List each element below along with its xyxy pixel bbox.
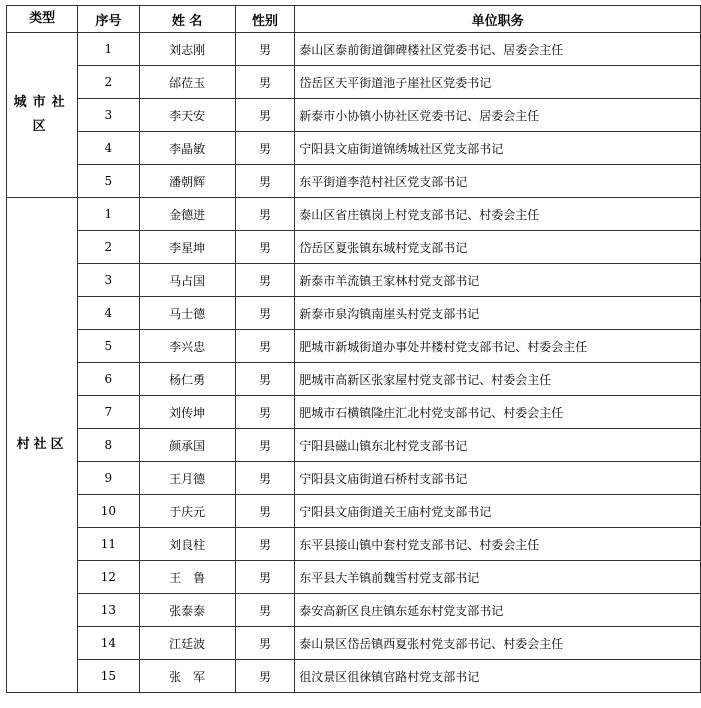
header-no: 序号 [78, 6, 139, 33]
name-cell: 李天安 [139, 99, 235, 132]
gender-cell: 男 [235, 363, 294, 396]
row-number-cell: 3 [78, 264, 139, 297]
name-cell: 李晶敏 [139, 132, 235, 165]
row-number-cell: 1 [78, 198, 139, 231]
position-cell: 岱岳区天平街道池子崖社区党委书记 [295, 66, 701, 99]
position-cell: 新泰市羊流镇王家林村党支部书记 [295, 264, 701, 297]
gender-cell: 男 [235, 495, 294, 528]
roster-table [6, 5, 701, 693]
row-number-cell: 10 [78, 495, 139, 528]
gender-cell: 男 [235, 429, 294, 462]
gender-cell: 男 [235, 231, 294, 264]
position-cell: 东平县接山镇中套村党支部书记、村委会主任 [295, 528, 701, 561]
row-number-cell: 12 [78, 561, 139, 594]
gender-cell: 男 [235, 264, 294, 297]
name-cell: 马占国 [139, 264, 235, 297]
row-number-cell: 4 [78, 132, 139, 165]
row-number-cell: 5 [78, 165, 139, 198]
header-type: 类型 [7, 6, 78, 33]
category-cell: 城市社区 [7, 33, 78, 198]
position-cell: 泰山景区岱岳镇西夏张村党支部书记、村委会主任 [295, 627, 701, 660]
name-cell: 李星坤 [139, 231, 235, 264]
table-row [7, 198, 701, 231]
row-number-cell: 2 [78, 66, 139, 99]
name-cell: 刘良柱 [139, 528, 235, 561]
gender-cell: 男 [235, 627, 294, 660]
table-row [7, 594, 701, 627]
gender-cell: 男 [235, 33, 294, 66]
row-number-cell: 9 [78, 462, 139, 495]
gender-cell: 男 [235, 594, 294, 627]
table-row [7, 264, 701, 297]
table-row [7, 396, 701, 429]
position-cell: 徂汶景区徂徕镇官路村党支部书记 [295, 660, 701, 693]
gender-cell: 男 [235, 132, 294, 165]
position-cell: 东平街道李范村社区党支部书记 [295, 165, 701, 198]
position-cell: 新泰市小协镇小协社区党委书记、居委会主任 [295, 99, 701, 132]
table-row [7, 429, 701, 462]
position-cell: 新泰市泉沟镇南崖头村党支部书记 [295, 297, 701, 330]
table-row [7, 561, 701, 594]
position-cell: 肥城市石横镇隆庄汇北村党支部书记、村委会主任 [295, 396, 701, 429]
gender-cell: 男 [235, 99, 294, 132]
table-row [7, 99, 701, 132]
gender-cell: 男 [235, 198, 294, 231]
name-cell: 马士德 [139, 297, 235, 330]
gender-cell: 男 [235, 330, 294, 363]
gender-cell: 男 [235, 297, 294, 330]
row-number-cell: 13 [78, 594, 139, 627]
category-cell: 村社区 [7, 198, 78, 693]
table-row [7, 363, 701, 396]
row-number-cell: 6 [78, 363, 139, 396]
name-cell: 刘传坤 [139, 396, 235, 429]
position-cell: 岱岳区夏张镇东城村党支部书记 [295, 231, 701, 264]
name-cell: 潘朝辉 [139, 165, 235, 198]
name-cell: 王 鲁 [139, 561, 235, 594]
row-number-cell: 1 [78, 33, 139, 66]
header-row [7, 6, 701, 33]
row-number-cell: 8 [78, 429, 139, 462]
position-cell: 肥城市高新区张家屋村党支部书记、村委会主任 [295, 363, 701, 396]
table-row [7, 528, 701, 561]
table-row [7, 660, 701, 693]
position-cell: 宁阳县文庙街道石桥村支部书记 [295, 462, 701, 495]
name-cell: 颜承国 [139, 429, 235, 462]
row-number-cell: 11 [78, 528, 139, 561]
row-number-cell: 14 [78, 627, 139, 660]
position-cell: 肥城市新城街道办事处井楼村党支部书记、村委会主任 [295, 330, 701, 363]
gender-cell: 男 [235, 660, 294, 693]
row-number-cell: 3 [78, 99, 139, 132]
name-cell: 刘志刚 [139, 33, 235, 66]
name-cell: 金德进 [139, 198, 235, 231]
position-cell: 泰山区省庄镇岗上村党支部书记、村委会主任 [295, 198, 701, 231]
row-number-cell: 5 [78, 330, 139, 363]
table-row [7, 330, 701, 363]
table-row [7, 627, 701, 660]
gender-cell: 男 [235, 528, 294, 561]
name-cell: 于庆元 [139, 495, 235, 528]
table-body [7, 33, 701, 693]
row-number-cell: 15 [78, 660, 139, 693]
header-sex: 性别 [235, 6, 294, 33]
gender-cell: 男 [235, 66, 294, 99]
name-cell: 张 军 [139, 660, 235, 693]
header-name: 姓 名 [139, 6, 235, 33]
gender-cell: 男 [235, 462, 294, 495]
position-cell: 宁阳县文庙街道关王庙村党支部书记 [295, 495, 701, 528]
name-cell: 邰莅玉 [139, 66, 235, 99]
roster-table-wrapper [6, 5, 701, 693]
gender-cell: 男 [235, 561, 294, 594]
table-row [7, 495, 701, 528]
position-cell: 东平县大羊镇前魏雪村党支部书记 [295, 561, 701, 594]
row-number-cell: 2 [78, 231, 139, 264]
table-row [7, 462, 701, 495]
name-cell: 杨仁勇 [139, 363, 235, 396]
name-cell: 江廷波 [139, 627, 235, 660]
table-row [7, 165, 701, 198]
position-cell: 泰安高新区良庄镇东延东村党支部书记 [295, 594, 701, 627]
table-row [7, 132, 701, 165]
name-cell: 张泰泰 [139, 594, 235, 627]
row-number-cell: 7 [78, 396, 139, 429]
position-cell: 宁阳县磁山镇东北村党支部书记 [295, 429, 701, 462]
table-row [7, 231, 701, 264]
table-row [7, 33, 701, 66]
gender-cell: 男 [235, 165, 294, 198]
name-cell: 李兴忠 [139, 330, 235, 363]
position-cell: 宁阳县文庙街道锦绣城社区党支部书记 [295, 132, 701, 165]
header-post: 单位职务 [295, 6, 701, 33]
table-row [7, 297, 701, 330]
table-row [7, 66, 701, 99]
row-number-cell: 4 [78, 297, 139, 330]
position-cell: 泰山区泰前街道御碑楼社区党委书记、居委会主任 [295, 33, 701, 66]
name-cell: 王月德 [139, 462, 235, 495]
gender-cell: 男 [235, 396, 294, 429]
